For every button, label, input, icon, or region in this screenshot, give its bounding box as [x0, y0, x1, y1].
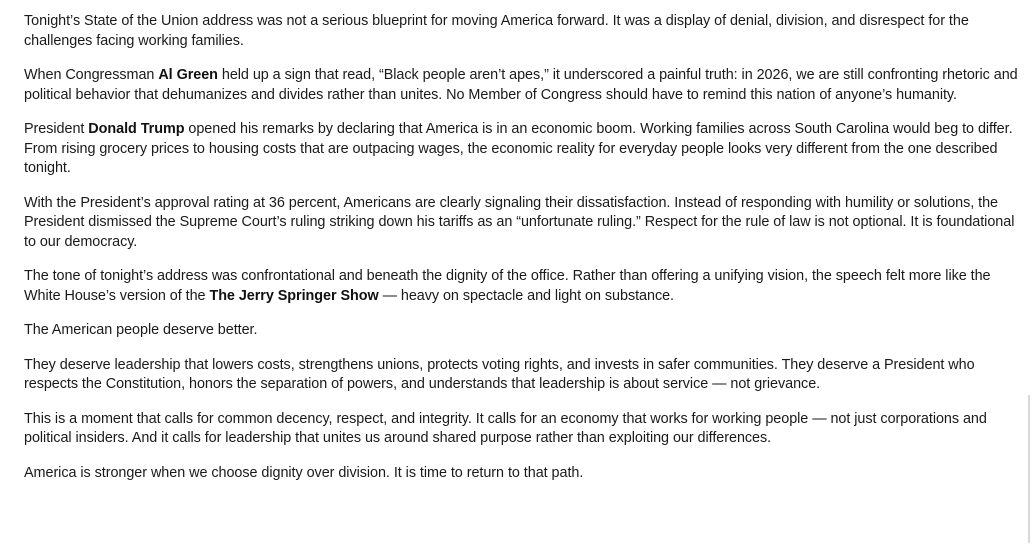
paragraph-7-text: They deserve leadership that lowers costs, strengthens unions, protects voting rights, and invests in safer communities. They deserve a President who respects the Constitution, honors the separation of powers, and understands that leadership is about service — not grievance.: [24, 356, 975, 392]
paragraph-3-rest: opened his remarks by declaring that America is in an economic boom. Working families across South Carolina would beg to differ. From rising grocery prices to housing costs that are outpacing wages, the economic reality for everyday people looks very different from the one described tonight.: [24, 121, 1013, 176]
paragraph-1: [24, 12, 1020, 51]
show-title: The Jerry Springer Show: [209, 287, 379, 304]
paragraph-2: [24, 66, 1020, 105]
paragraph-5-lead: The tone of tonight’s address was confrontational and beneath the dignity of the office. Rather than offering a unifying vision, the speech felt more like the White House’s version of the: [24, 268, 991, 304]
paragraph-3: [24, 120, 1020, 179]
paragraph-4-text: With the President’s approval rating at 36 percent, Americans are clearly signaling their dissatisfaction. Instead of responding with humility or solutions, the President dismissed the Supreme Court’s ruling striking down his tariffs as an “unfortunate ruling.” Respect for the rule of law is not optional. It is foundational to our democracy.: [24, 194, 1015, 250]
name-al-green: Al Green: [158, 67, 218, 83]
paragraph-2-lead: When Congressman: [24, 67, 159, 83]
statement-body: [24, 12, 1020, 483]
paragraph-6-text: The American people deserve better.: [24, 322, 258, 338]
paragraph-8-text: This is a moment that calls for common decency, respect, and integrity. It calls for an economy that works for working people — not just corporations and political insiders. And it calls for leadership that unites us around shared purpose rather than exploiting our differences.: [24, 410, 987, 446]
paragraph-5-rest: — heavy on spectacle and light on substance.: [378, 287, 674, 304]
paragraph-3-lead: President: [24, 121, 89, 137]
paragraph-9-text: America is stronger when we choose dignity over division. It is time to return to that path.: [24, 464, 584, 481]
paragraph-1-text: Tonight’s State of the Union address was not a serious blueprint for moving America forward. It was a display of denial, division, and disrespect for the challenges facing working families.: [24, 13, 969, 49]
paragraph-8: [24, 410, 1020, 449]
scrollbar-thumb[interactable]: [1028, 395, 1030, 543]
name-donald-trump: Donald Trump: [88, 121, 185, 137]
paragraph-5: [24, 267, 1020, 306]
paragraph-4: [24, 194, 1020, 253]
paragraph-9: [24, 464, 1020, 484]
scrollbar[interactable]: [1018, 0, 1032, 545]
paragraph-6: [24, 321, 1020, 341]
paragraph-2-rest: held up a sign that read, “Black people aren’t apes,” it underscored a painful truth: in 2026, we are still confronting rhetoric and political behavior that dehumanizes and divides rather than unites. No Member of Congress should have to remind this nation of anyone’s humanity.: [24, 67, 1018, 103]
paragraph-7: [24, 356, 1020, 395]
